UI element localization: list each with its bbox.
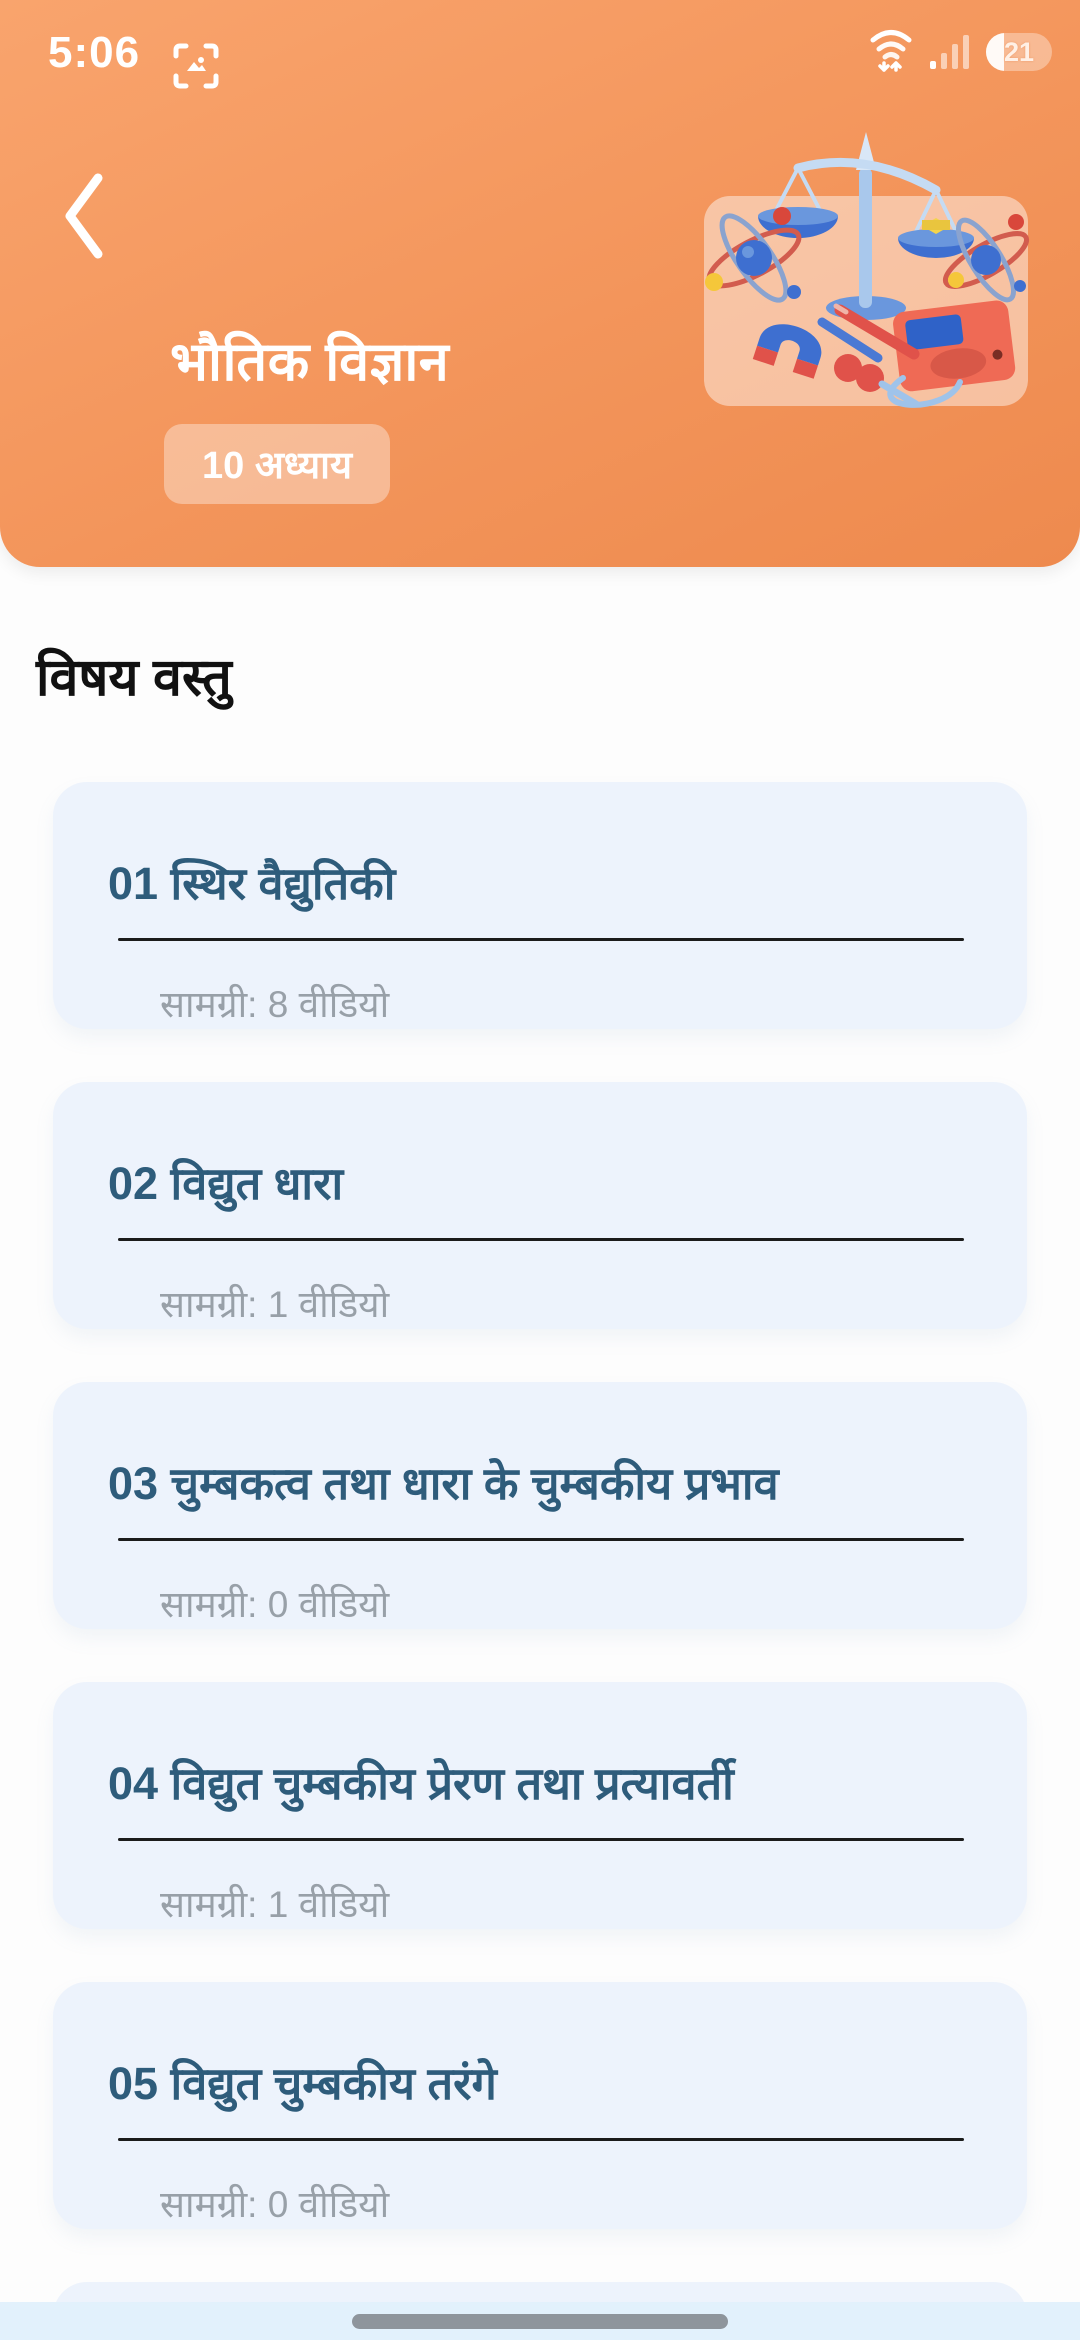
back-button[interactable] bbox=[52, 168, 116, 264]
chapter-count-badge: 10 अध्याय bbox=[164, 424, 390, 504]
chapter-title: 05 विद्युत चुम्बकीय तरंगे bbox=[108, 2058, 497, 2109]
chapter-card[interactable] bbox=[53, 782, 1027, 1029]
chapter-title: 01 स्थिर वैद्युतिकी bbox=[108, 858, 396, 909]
subject-header bbox=[0, 0, 1080, 567]
subject-title: भौतिक विज्ञान bbox=[170, 332, 450, 392]
physics-equipment-illustration bbox=[698, 110, 1034, 410]
chapter-list bbox=[53, 782, 1027, 2282]
battery-fill-level bbox=[986, 33, 1004, 71]
chapter-title: 02 विद्युत धारा bbox=[108, 1158, 344, 1209]
clock-text: 5:06 bbox=[48, 28, 141, 77]
battery-indicator bbox=[986, 33, 1052, 71]
back-chevron-icon bbox=[52, 168, 116, 264]
gesture-handle[interactable] bbox=[352, 2314, 728, 2329]
chapter-title: 04 विद्युत चुम्बकीय प्रेरण तथा प्रत्यावर्ती bbox=[108, 1758, 734, 1809]
section-title: विषय वस्तु bbox=[36, 649, 232, 707]
cell-signal-icon bbox=[930, 29, 972, 76]
chapter-divider bbox=[118, 1238, 964, 1241]
battery-percent-text: 21 bbox=[1003, 36, 1035, 67]
screenshot-icon bbox=[170, 40, 222, 97]
chapter-divider bbox=[118, 2138, 964, 2141]
chapter-meta: सामग्री: 8 वीडियो bbox=[160, 984, 390, 1025]
chapter-card[interactable] bbox=[53, 1082, 1027, 1329]
chapter-card[interactable] bbox=[53, 1382, 1027, 1629]
wifi-data-arrows-icon bbox=[866, 27, 916, 78]
chapter-meta: सामग्री: 1 वीडियो bbox=[160, 1884, 390, 1925]
chapter-card[interactable] bbox=[53, 1982, 1027, 2229]
status-bar-right bbox=[866, 30, 1052, 74]
chapter-divider bbox=[118, 1838, 964, 1841]
chapter-title: 03 चुम्बकत्व तथा धारा के चुम्बकीय प्रभाव bbox=[108, 1458, 779, 1509]
system-navigation-area bbox=[0, 2302, 1080, 2340]
chapter-meta: सामग्री: 0 वीडियो bbox=[160, 2184, 390, 2225]
status-bar bbox=[0, 22, 1080, 82]
chapter-meta: सामग्री: 1 वीडियो bbox=[160, 1284, 390, 1325]
chapter-card[interactable] bbox=[53, 1682, 1027, 1929]
chapter-divider bbox=[118, 938, 964, 941]
chapter-meta: सामग्री: 0 वीडियो bbox=[160, 1584, 390, 1625]
chapter-divider bbox=[118, 1538, 964, 1541]
